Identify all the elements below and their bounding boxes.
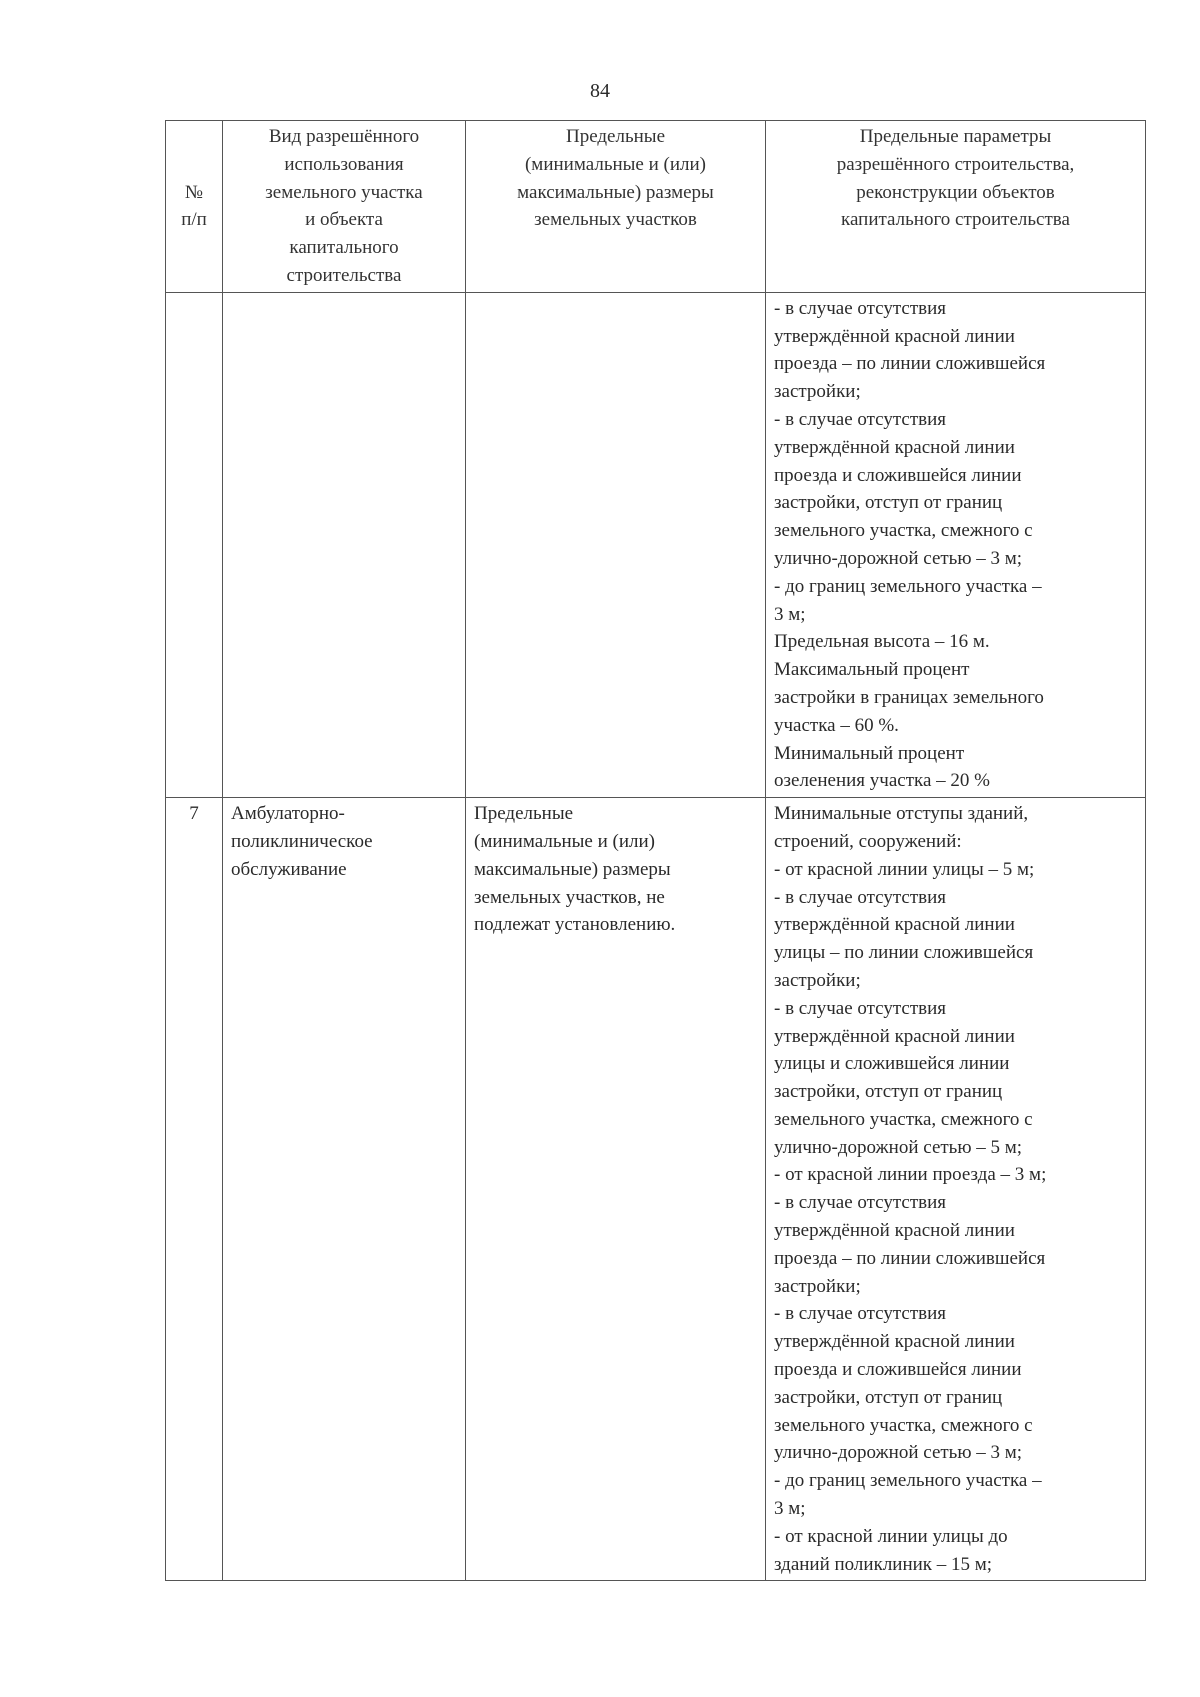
param-line: проезда – по линии сложившейся <box>774 353 1046 375</box>
param-line: застройки, отступ от границ <box>774 1081 1003 1103</box>
row-land-use-kind <box>223 798 466 1581</box>
param-line: застройки в границах земельного <box>774 686 1044 708</box>
param-line: земельного участка, смежного с <box>774 1414 1033 1436</box>
kind-line: поликлиническое <box>231 830 373 852</box>
header-number-line: № <box>184 181 204 203</box>
header-kind-line: и объекта <box>305 209 383 231</box>
header-params-line: капитального строительства <box>841 209 1070 231</box>
row-construction-params <box>766 292 1146 797</box>
kind-line: Амбулаторно- <box>231 803 345 825</box>
param-line: проезда – по линии сложившейся <box>774 1247 1046 1269</box>
param-line: - в случае отсутствия <box>774 1192 947 1214</box>
param-line: - от красной линии улицы до <box>774 1525 1008 1547</box>
kind-line: обслуживание <box>231 858 347 880</box>
param-line: утверждённой красной линии <box>774 1220 1015 1242</box>
param-line: застройки; <box>774 381 861 403</box>
row-land-use-kind <box>223 292 466 797</box>
param-line: утверждённой красной линии <box>774 914 1015 936</box>
size-line: Предельные <box>474 803 574 825</box>
param-line: застройки; <box>774 1275 861 1297</box>
param-line: участка – 60 %. <box>774 714 899 736</box>
header-kind-line: строительства <box>286 264 402 286</box>
param-line: утверждённой красной линии <box>774 325 1015 347</box>
header-kind-line: капитального <box>289 237 399 259</box>
param-line: Минимальные отступы зданий, <box>774 803 1029 825</box>
header-params-line: Предельные параметры <box>859 126 1052 147</box>
param-line: Максимальный процент <box>774 659 970 681</box>
header-size-line: Предельные <box>565 126 666 147</box>
row-number: 7 <box>166 798 223 1581</box>
param-line: строений, сооружений: <box>774 830 962 852</box>
size-line: земельных участков, не <box>474 886 665 908</box>
size-line: подлежат установлению. <box>474 914 676 936</box>
param-line: проезда и сложившейся линии <box>774 1359 1022 1381</box>
header-size-line: максимальные) размеры <box>517 181 714 203</box>
param-line: - в случае отсутствия <box>774 997 947 1019</box>
param-line: озеленения участка – 20 % <box>774 770 990 792</box>
param-line: - в случае отсутствия <box>774 297 947 319</box>
param-line: улично-дорожной сетью – 3 м; <box>774 1442 1023 1464</box>
header-kind-line: Вид разрешённого <box>268 126 420 147</box>
param-line: - в случае отсутствия <box>774 408 947 430</box>
header-land-use-kind <box>223 121 466 293</box>
param-line: проезда и сложившейся линии <box>774 464 1022 486</box>
size-line: (минимальные и (или) <box>474 830 656 852</box>
header-number-line: п/п <box>181 209 207 231</box>
param-line: - от красной линии проезда – 3 м; <box>774 1164 1047 1186</box>
header-plot-sizes <box>466 121 766 293</box>
param-line: - до границ земельного участка – <box>774 1470 1042 1492</box>
param-line: утверждённой красной линии <box>774 436 1015 458</box>
table-row <box>166 292 1146 797</box>
header-params-line: реконструкции объектов <box>856 181 1055 203</box>
param-line: утверждённой красной линии <box>774 1331 1015 1353</box>
table-row <box>166 798 1146 1581</box>
row-number <box>166 292 223 797</box>
param-line: застройки, отступ от границ <box>774 492 1003 514</box>
param-line: земельного участка, смежного с <box>774 520 1033 542</box>
header-construction-params <box>766 121 1146 293</box>
page-number: 84 <box>590 80 610 102</box>
param-line: земельного участка, смежного с <box>774 1108 1033 1130</box>
param-line: - в случае отсутствия <box>774 1303 947 1325</box>
size-line: максимальные) размеры <box>474 858 671 880</box>
param-line: застройки, отступ от границ <box>774 1386 1003 1408</box>
table-header-row <box>166 121 1146 293</box>
param-line: улицы и сложившейся линии <box>774 1053 1010 1075</box>
param-line: 3 м; <box>774 1498 806 1520</box>
param-line: - от красной линии улицы – 5 м; <box>774 858 1035 880</box>
row-construction-params <box>766 798 1146 1581</box>
param-line: - до границ земельного участка – <box>774 575 1042 597</box>
row-plot-sizes <box>466 798 766 1581</box>
param-line: застройки; <box>774 969 861 991</box>
header-size-line: земельных участков <box>534 209 697 231</box>
param-line: 3 м; <box>774 603 806 625</box>
header-number <box>166 121 223 293</box>
land-use-table <box>165 120 1146 1581</box>
param-line: - в случае отсутствия <box>774 886 947 908</box>
param-line: утверждённой красной линии <box>774 1025 1015 1047</box>
header-kind-line: использования <box>284 153 404 175</box>
header-kind-line: земельного участка <box>265 181 423 203</box>
param-line: улично-дорожной сетью – 5 м; <box>774 1136 1023 1158</box>
header-params-line: разрешённого строительства, <box>836 153 1075 175</box>
header-size-line: (минимальные и (или) <box>524 153 706 175</box>
param-line: зданий поликлиник – 15 м; <box>774 1553 993 1575</box>
param-line: улицы – по линии сложившейся <box>774 942 1034 964</box>
row-plot-sizes <box>466 292 766 797</box>
param-line: Минимальный процент <box>774 742 965 764</box>
param-line: Предельная высота – 16 м. <box>774 631 990 653</box>
param-line: улично-дорожной сетью – 3 м; <box>774 547 1023 569</box>
